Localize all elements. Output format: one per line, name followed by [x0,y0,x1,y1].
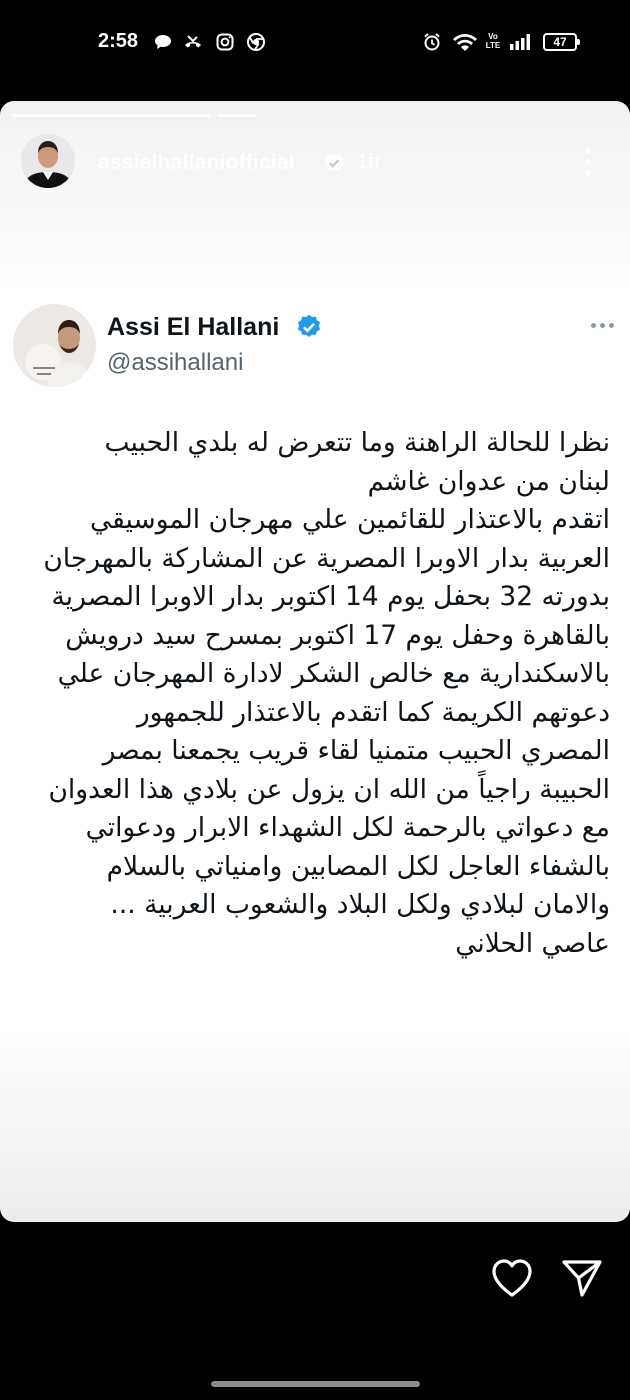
story-avatar[interactable] [21,134,75,188]
wifi-icon [452,32,478,52]
missed-call-icon [183,32,203,52]
profile-photo-icon [13,304,96,387]
alarm-icon [422,32,442,52]
story-card[interactable] [0,101,630,1222]
volte-label: Vo LTE [485,32,501,50]
chrome-icon [246,32,266,52]
tweet-line: والامان لبلادي ولكل البلاد والشعوب العربية ... [110,889,610,920]
heart-icon[interactable] [489,1255,535,1301]
battery-indicator [543,33,577,51]
story-progress-2 [217,114,257,117]
chat-bubble-icon [153,32,173,52]
status-bar [0,0,630,84]
signal-icon [508,32,532,52]
tweet-line: المصري الحبيب متمنيا لقاء قريب يجمعنا بمصر [102,735,610,766]
instagram-icon [215,32,235,52]
tweet-line: نظرا للحالة الراهنة وما تتعرض له بلدي الحبيب [104,427,610,458]
tweet-line: بالقاهرة وحفل يوم 17 اكتوبر بمسرح سيد درويش [65,619,610,651]
send-icon[interactable] [560,1255,604,1299]
tweet-line: بدورته 32 بحفل يوم 14 اكتوبر بدار الاوبرا المصرية [51,581,610,612]
tweet-line: بالاسكندارية مع خالص الشكر لادارة المهرجان علي [57,658,610,689]
tweet-handle: @assihallani [107,349,244,376]
verified-badge-icon [295,313,323,341]
more-horizontal-icon [590,321,616,331]
home-indicator[interactable] [211,1381,420,1387]
story-progress-1 [12,114,211,117]
tweet-line: العربية بدار الاوبرا المصرية عن المشاركة بالمهرجان [43,542,610,574]
tweet-line: بالشفاء العاجل لكل المصابين وامنياتي بالسلام [106,850,610,882]
tweet-line: دعوتهم الكريمة كما اتقدم بالاعتذار للجمهور [136,696,610,728]
tweet-body [30,424,610,963]
story-time-ago: 1h [357,151,380,173]
tweet-line: عاصي الحلاني [455,927,610,959]
profile-photo-icon [21,134,75,188]
story-username[interactable]: assielhallaniofficial [98,151,295,174]
verified-badge-icon [322,151,346,175]
tweet-author-name: Assi El Hallani [107,313,280,341]
more-vertical-icon[interactable] [578,146,598,178]
tweet-line: مع دعواتي بالرحمة لكل الشهداء الابرار ودعواتي [85,812,610,843]
tweet-avatar [13,304,96,387]
battery-level: 47 [553,35,567,49]
tweet-line: الحبيبة راجياً من الله ان يزول عن بلادي هذا العدوان [48,773,610,805]
tweet-line: اتقدم بالاعتذار للقائمين علي مهرجان الموسيقي [90,504,610,535]
status-time: 2:58 [98,30,139,52]
tweet-line: لبنان من عدوان غاشم [367,465,610,497]
